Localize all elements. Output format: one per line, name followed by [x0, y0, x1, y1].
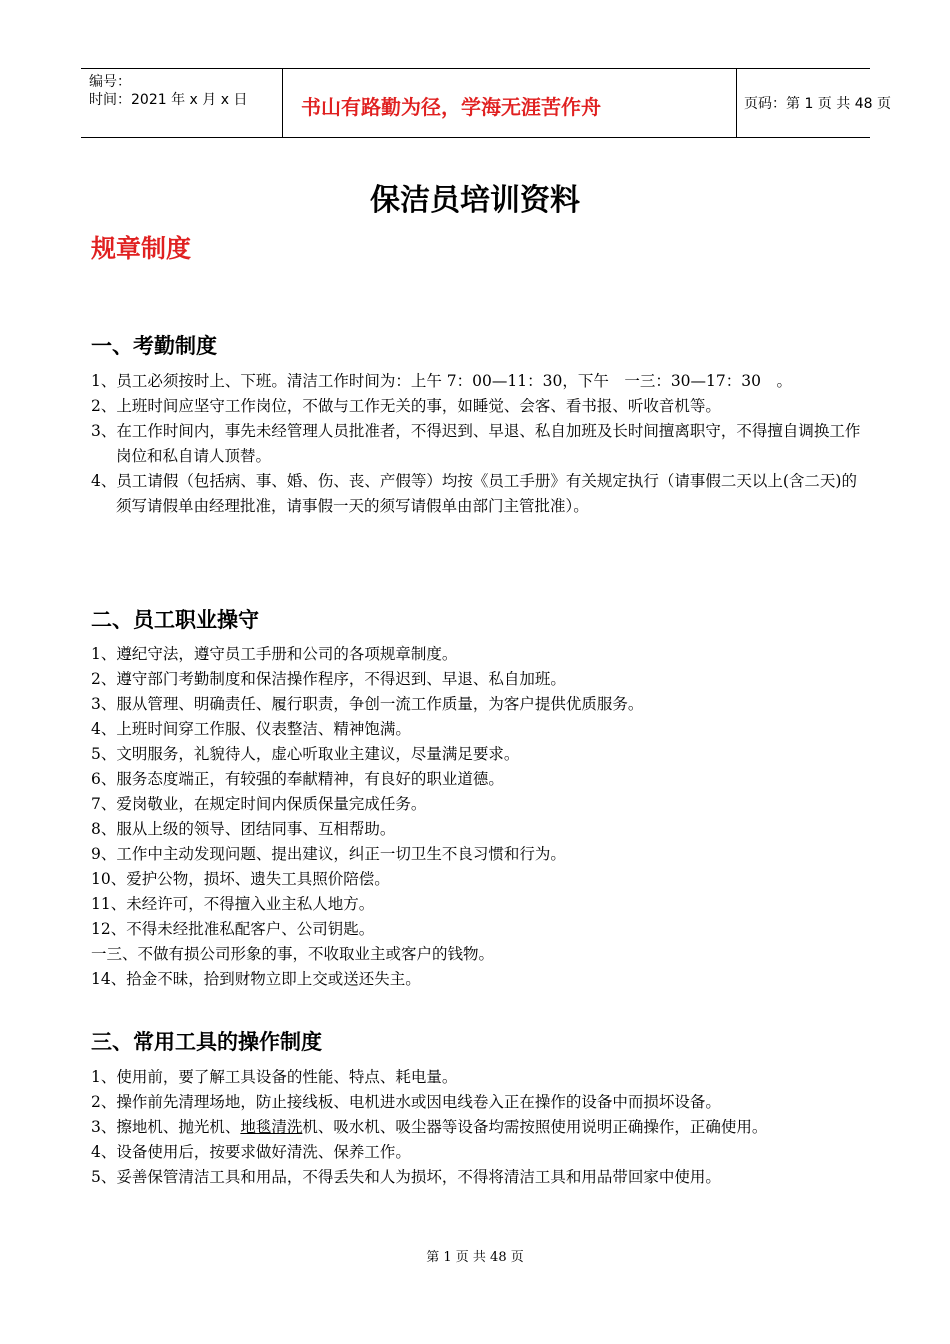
- conduct-list: [91, 642, 866, 992]
- list-item: 3、服从管理、明确责任、履行职责，争创一流工作质量，为客户提供优质服务。: [91, 695, 644, 713]
- list-item: 8、服从上级的领导、团结同事、互相帮助。: [91, 820, 396, 838]
- list-item: 2、遵守部门考勤制度和保洁操作程序，不得迟到、早退、私自加班。: [91, 670, 566, 688]
- list-item: 12、不得未经批准私配客户、公司钥匙。: [91, 920, 375, 938]
- list-item: 10、爱护公物，损坏、遗失工具照价陪偿。: [91, 870, 390, 888]
- section-heading-tools: 三、常用工具的操作制度: [91, 1030, 322, 1054]
- list-item: 2、上班时间应坚守工作岗位，不做与工作无关的事，如睡觉、会客、看书报、听收音机等。: [91, 397, 721, 415]
- list-item: 11、未经许可，不得擅入业主私人地方。: [91, 895, 375, 913]
- list-item: 5、妥善保管清洁工具和用品，不得丢失和人为损坏，不得将清洁工具和用品带回家中使用。: [91, 1168, 721, 1186]
- list-item: 2、操作前先清理场地，防止接线板、电机进水或因电线卷入正在操作的设备中而损坏设备。: [91, 1093, 721, 1111]
- page-header: [81, 68, 891, 138]
- header-slogan-cell: [282, 69, 737, 137]
- header-code: 编号：: [89, 74, 131, 90]
- list-item: 1、使用前，要了解工具设备的性能、特点、耗电量。: [91, 1068, 458, 1086]
- list-item: 4、设备使用后，按要求做好清洗、保养工作。: [91, 1143, 411, 1161]
- document-title: 保洁员培训资料: [370, 183, 580, 218]
- section-heading-conduct: 二、员工职业操守: [91, 608, 259, 632]
- list-item: 1、遵纪守法，遵守员工手册和公司的各项规章制度。: [91, 645, 458, 663]
- section-heading-attendance: 一、考勤制度: [91, 334, 217, 358]
- list-item: 14、拾金不昧，拾到财物立即上交或送还失主。: [91, 970, 421, 988]
- header-slogan: 书山有路勤为径，学海无涯苦作舟: [301, 95, 601, 119]
- list-item: 4、员工请假（包括病、事、婚、伤、丧、产假等）均按《员工手册》有关规定执行（请事假二天以上(含二天)的须写请假单由经理批准，请事假一天的须写请假单由部门主管批准）。: [91, 472, 857, 515]
- header-page-info: 页码：第 1 页 共 48 页: [744, 96, 891, 112]
- list-item-text: 机、吸水机、吸尘器等设备均需按照使用说明正确操作，正确使用。: [302, 1118, 768, 1136]
- list-item: 4、上班时间穿工作服、仪表整洁、精神饱满。: [91, 720, 411, 738]
- list-item: 9、工作中主动发现问题、提出建议，纠正一切卫生不良习惯和行为。: [91, 845, 566, 863]
- list-item: [91, 1115, 866, 1140]
- header-info-cell: [81, 69, 283, 137]
- list-item: 1、员工必须按时上、下班。清洁工作时间为：上午 7：00—11：30，下午 一三：30—17：30 。: [91, 372, 792, 390]
- underlined-term: 地毯清洗: [240, 1118, 303, 1136]
- header-time: 时间：2021 年 x 月 x 日: [89, 92, 248, 108]
- list-item: 一三、不做有损公司形象的事，不收取业主或客户的钱物。: [91, 945, 495, 963]
- attendance-list: [91, 369, 866, 519]
- list-item-text: 3、擦地机、抛光机、: [91, 1118, 241, 1136]
- page-footer: 第 1 页 共 48 页: [426, 1250, 524, 1265]
- list-item: 6、服务态度端正，有较强的奉献精神，有良好的职业道德。: [91, 770, 504, 788]
- document-subtitle: 规章制度: [91, 234, 192, 263]
- list-item: 5、文明服务，礼貌待人，虚心听取业主建议，尽量满足要求。: [91, 745, 520, 763]
- tools-list: [91, 1065, 866, 1190]
- list-item: 7、爱岗敬业，在规定时间内保质保量完成任务。: [91, 795, 427, 813]
- list-item: 3、在工作时间内，事先未经管理人员批准者，不得迟到、早退、私自加班及长时间擅离职守，不得擅自调换工作岗位和私自请人顶替。: [91, 422, 861, 465]
- header-page-cell: [736, 69, 891, 137]
